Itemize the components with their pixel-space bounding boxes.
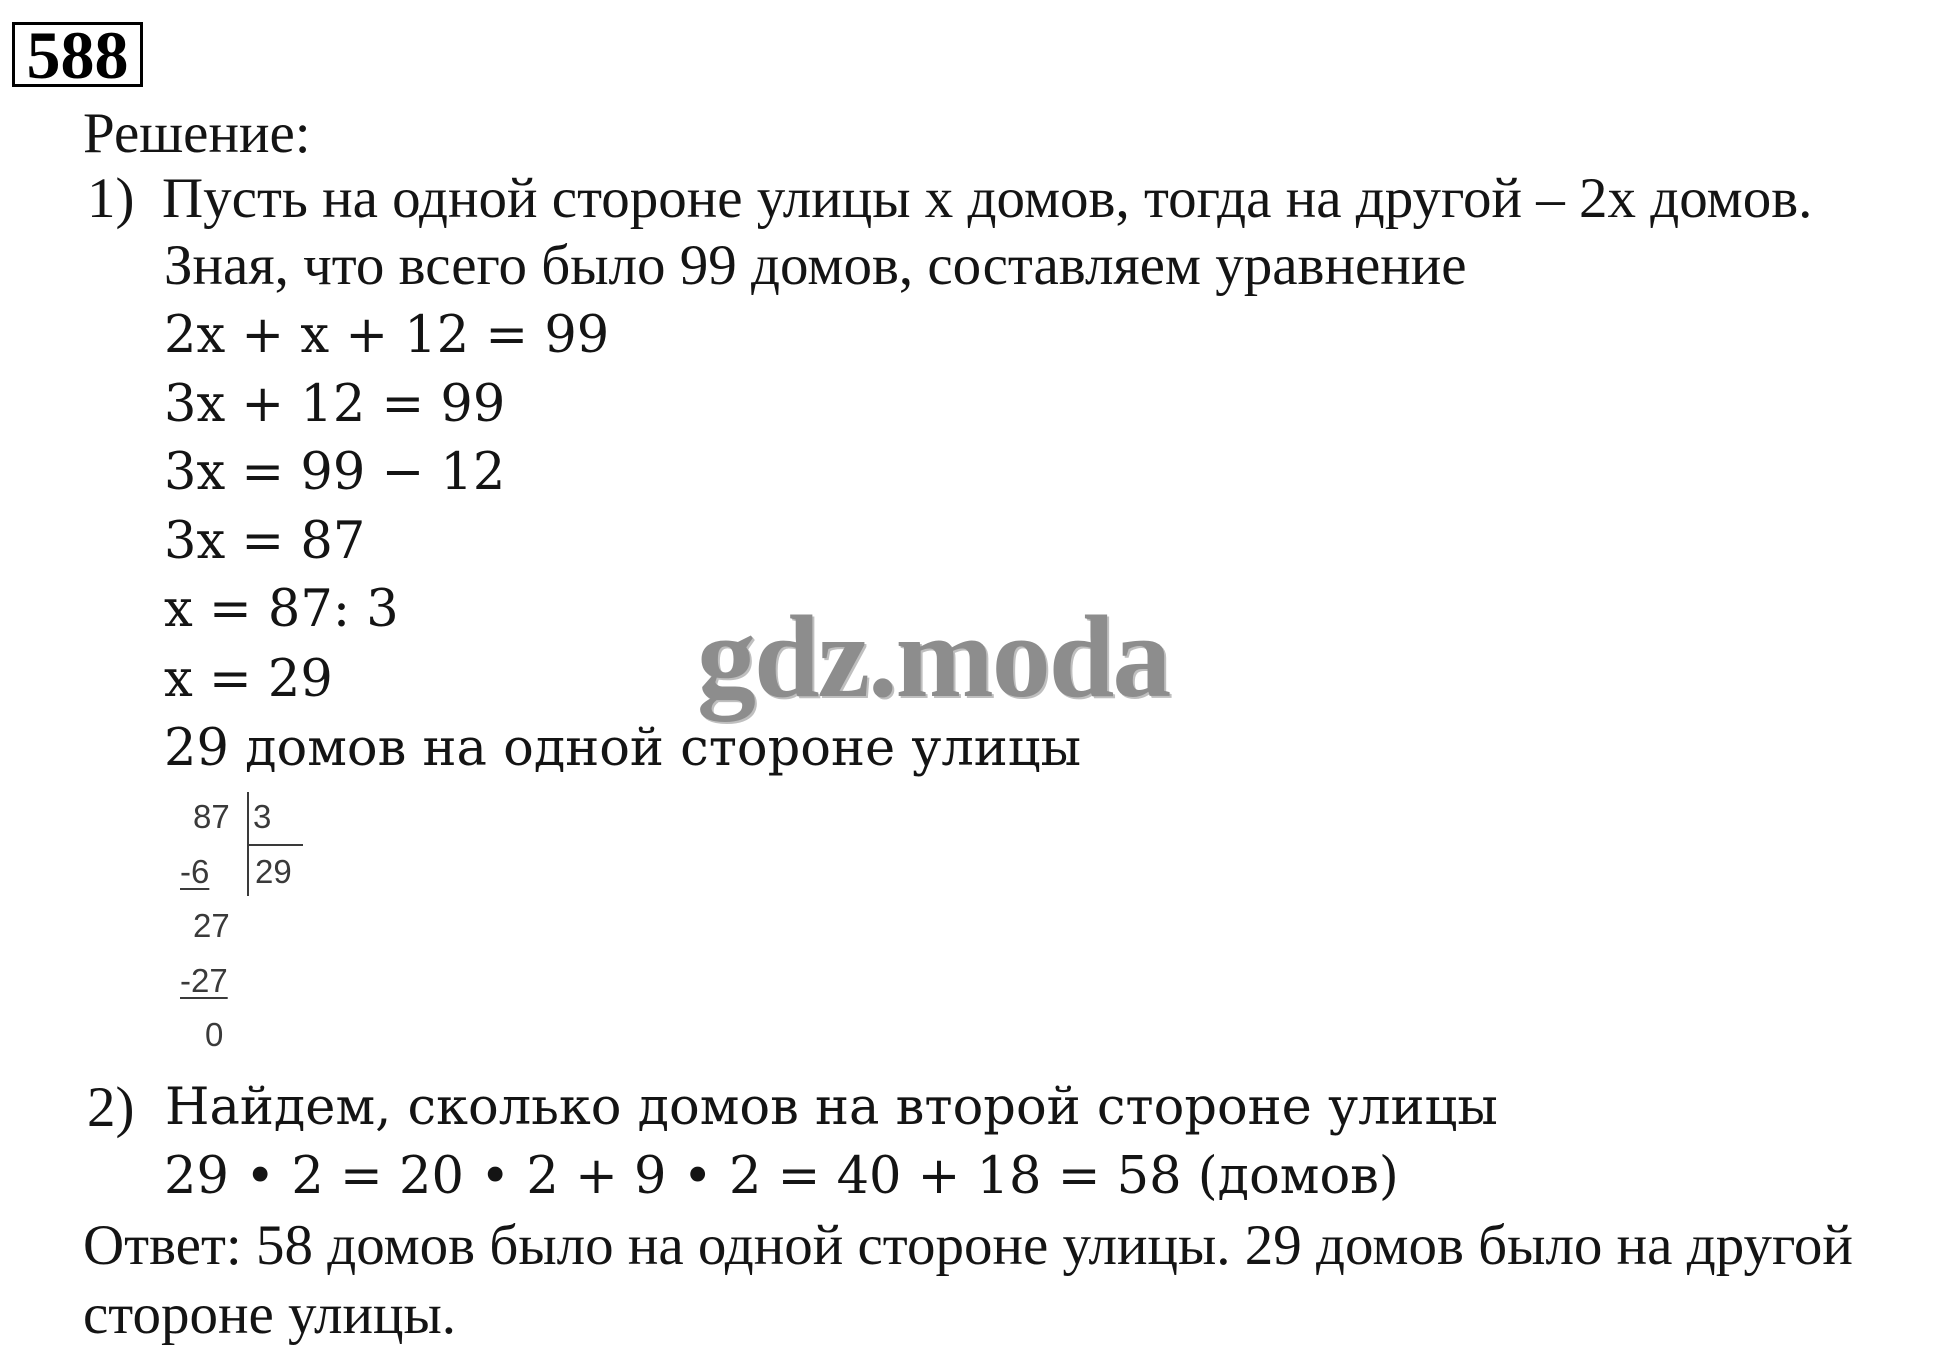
division-subtract-1-value: -6	[180, 853, 210, 890]
equation-line: 3x + 12 = 99	[164, 375, 506, 434]
answer-line-2: стороне улицы.	[83, 1283, 457, 1346]
equation-line: 2x + x + 12 = 99	[164, 306, 610, 365]
watermark: gdz.moda	[697, 591, 1170, 722]
step1-text-2: Зная, что всего было 99 домов, составляем уравнение	[164, 234, 1467, 297]
step2-marker: 2)	[87, 1076, 135, 1139]
answer-line-1: Ответ: 58 домов было на одной стороне улицы. 29 домов было на другой	[83, 1214, 1853, 1277]
division-horizontal-bar	[247, 844, 303, 846]
step1-marker: 1)	[87, 167, 135, 230]
division-subtract-2-value: -27	[180, 962, 228, 999]
equation-line: 3x = 99 − 12	[164, 443, 506, 502]
division-subtract-2	[180, 961, 228, 1001]
division-subtract-1	[180, 852, 209, 892]
equation-line: 3x = 87	[164, 512, 366, 571]
division-quotient: 29	[255, 853, 292, 890]
division-remainder-2: 0	[205, 1016, 224, 1053]
division-divisor: 3	[253, 798, 272, 835]
equation-line: x = 29	[164, 650, 333, 709]
division-dividend: 87	[193, 798, 230, 835]
step2-equation: 29 • 2 = 20 • 2 + 9 • 2 = 40 + 18 = 58 (домов)	[164, 1147, 1399, 1206]
step1-result: 29 домов на одной стороне улицы	[164, 719, 1082, 778]
step2-text: Найдем, сколько домов на второй стороне улицы	[165, 1078, 1498, 1137]
division-remainder-1: 27	[193, 907, 230, 944]
problem-number-box: 588	[12, 22, 143, 87]
step1-text: Пусть на одной стороне улицы x домов, тогда на другой – 2x домов.	[162, 167, 1813, 230]
equation-line: x = 87: 3	[164, 580, 399, 639]
solution-heading: Решение:	[83, 102, 311, 165]
